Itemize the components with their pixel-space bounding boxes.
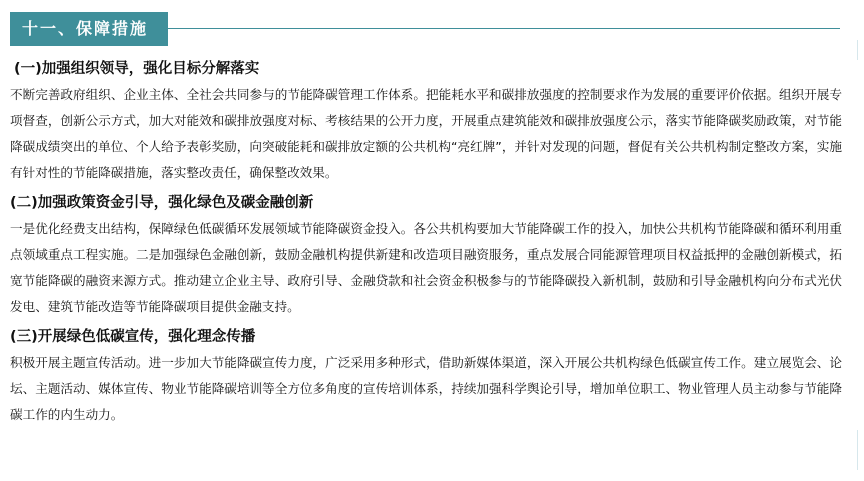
section-title: 十一、保障措施 xyxy=(10,12,168,46)
section-divider xyxy=(168,28,840,29)
document-body xyxy=(10,56,842,432)
edge-mark xyxy=(857,40,858,60)
subsection-body-3: 积极开展主题宣传活动。进一步加大节能降碳宣传力度，广泛采用多种形式，借助新媒体渠道，深入开展公共机构绿色低碳宣传工作。建立展览会、论坛、主题活动、媒体宣传、物业节能降碳培训等全方位多角度的宣传培训体系，持续加强科学舆论引导，增加单位职工、物业管理人员主动参与节能降碳工作的内生动力。 xyxy=(10,355,842,422)
subsection-body-1: 不断完善政府组织、企业主体、全社会共同参与的节能降碳管理工作体系。把能耗水平和碳排放强度的控制要求作为发展的重要评价依据。组织开展专项督查，创新公示方式，加大对能效和碳排放强度对标、考核结果的公开力度，开展重点建筑能效和碳排放强度公示，落实节能降碳奖励政策，对节能降碳成绩突出的单位、个人给予表彰奖励，向突破能耗和碳排放定额的公共机构“亮红牌”，并针对发现的问题，督促有关公共机构制定整改方案，实施有针对性的节能降碳措施，落实整改责任，确保整改效果。 xyxy=(10,87,842,180)
subsection-heading-3: (三)开展绿色低碳宣传，强化理念传播 xyxy=(10,329,256,345)
subsection-heading-1: (一)加强组织领导，强化目标分解落实 xyxy=(14,61,260,77)
section-header xyxy=(10,12,840,46)
subsection-body-2: 一是优化经费支出结构，保障绿色低碳循环发展领域节能降碳资金投入。各公共机构要加大节能降碳工作的投入，加快公共机构节能降碳和循环利用重点领域重点工程实施。二是加强绿色金融创新，鼓励金融机构提供新建和改造项目融资服务，重点发展合同能源管理项目权益抵押的金融创新模式，拓宽节能降碳的融资来源方式。推动建立企业主导、政府引导、金融贷款和社会资金积极参与的节能降碳投入新机制，鼓励和引导金融机构向分布式光伏发电、建筑节能改造等节能降碳项目提供金融支持。 xyxy=(10,221,842,314)
subsection-heading-2: (二)加强政策资金引导，强化绿色及碳金融创新 xyxy=(10,195,314,211)
right-edge-strip xyxy=(850,0,864,481)
edge-mark xyxy=(857,430,858,470)
